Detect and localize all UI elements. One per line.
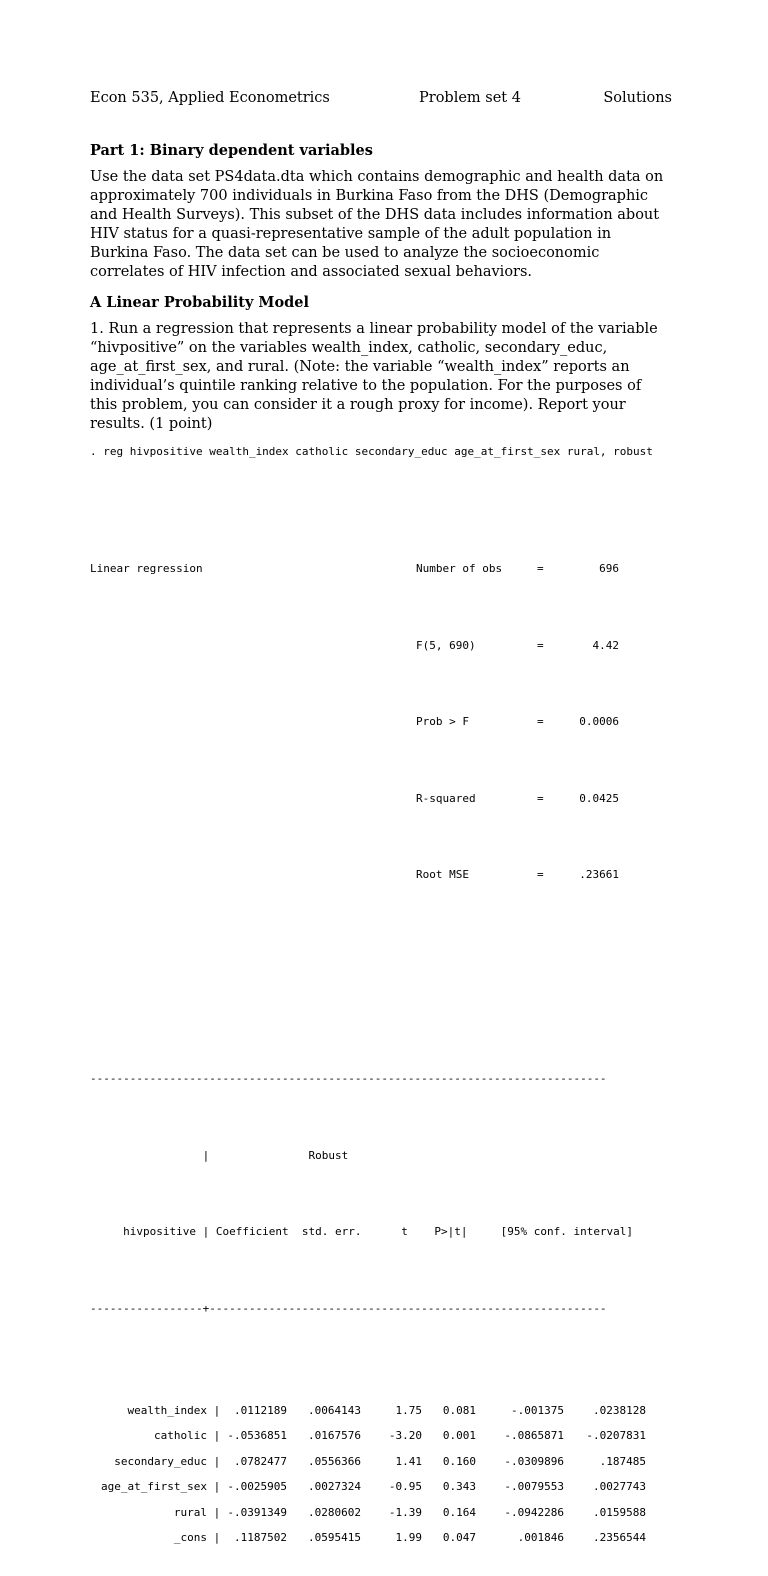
variable-name: age_at_first_sex <box>101 1480 207 1493</box>
coefficient: .0782477 <box>234 1454 287 1468</box>
variable-name: catholic <box>154 1429 207 1442</box>
column-separator: | <box>207 1505 221 1519</box>
table-row <box>90 1525 646 1551</box>
table-row <box>90 1423 646 1449</box>
column-separator: | <box>207 1403 221 1417</box>
stat-name: Number of obs <box>416 562 503 575</box>
t-stat: -0.95 <box>388 1480 422 1493</box>
table-row <box>90 1449 646 1475</box>
stat-name: R-squared <box>416 791 476 805</box>
header-line-1: | Robust <box>90 1148 349 1162</box>
variable-name: secondary_educ <box>114 1454 207 1468</box>
column-separator: | <box>207 1429 221 1442</box>
part1-intro: Use the data set PS4data.dta which contains demographic and health data on approximately 700 individuals in Burkina Faso from the DHS (Demographic and Health Surveys). This subset of the DHS data includes information about HIV status for a quasi-representative sample of the adult population in Burkina Faso. The data set can be used to analyze the socioeconomic correlates of HIV infection and associated sexual behaviors. <box>90 169 664 280</box>
stat-value: 696 <box>599 562 619 575</box>
lpm-heading: A Linear Probability Model <box>90 294 310 311</box>
ci-lower: -.0079553 <box>504 1480 564 1493</box>
rule-line: ------------------------------------------------------------------------------ <box>90 1072 607 1085</box>
ci-lower: -.0865871 <box>504 1429 564 1442</box>
stata-output <box>90 505 646 1576</box>
stat-eq: = <box>537 715 544 728</box>
std-error: .0280602 <box>308 1505 361 1519</box>
stat-value: 4.42 <box>592 638 619 652</box>
ci-upper: .0238128 <box>593 1403 646 1417</box>
table-rule-top <box>90 1066 607 1092</box>
p-value: 0.164 <box>442 1505 476 1519</box>
stat-name: Root MSE <box>416 868 469 881</box>
rule-line: -----------------+------------------------------------------------------------ <box>90 1301 607 1315</box>
ci-upper: -.0207831 <box>586 1429 646 1442</box>
ci-lower: .001846 <box>517 1531 564 1544</box>
regression-title: Linear regression <box>90 562 203 575</box>
stat-name: Prob > F <box>416 715 469 728</box>
stat-eq: = <box>537 868 544 881</box>
variable-name: _cons <box>173 1531 207 1544</box>
table-row <box>90 1500 646 1526</box>
stat-eq: = <box>537 638 544 652</box>
variable-name: rural <box>173 1505 207 1519</box>
stat-value: .23661 <box>579 868 619 881</box>
coefficient: -.0536851 <box>227 1429 287 1442</box>
solutions-label: Solutions <box>603 90 672 106</box>
ci-upper: .0027743 <box>593 1480 646 1493</box>
column-separator: | <box>207 1480 221 1493</box>
course-title: Econ 535, Applied Econometrics <box>90 90 330 106</box>
t-stat: 1.75 <box>395 1403 422 1417</box>
stat-row <box>90 633 619 659</box>
coefficient: .0112189 <box>234 1403 287 1417</box>
variable-name: wealth_index <box>127 1403 207 1417</box>
t-stat: 1.41 <box>395 1454 422 1468</box>
std-error: .0064143 <box>308 1403 361 1417</box>
p-value: 0.001 <box>442 1429 476 1442</box>
header-line-2: hivpositive | Coefficient std. err. t P>|t| [95% conf. interval] <box>90 1225 634 1238</box>
std-error: .0167576 <box>308 1429 361 1442</box>
page-header <box>90 90 680 110</box>
column-separator: | <box>207 1454 221 1468</box>
part1-heading: Part 1: Binary dependent variables <box>90 142 373 159</box>
t-stat: -3.20 <box>388 1429 422 1442</box>
stat-value: 0.0006 <box>579 715 619 728</box>
question-1: 1. Run a regression that represents a linear probability model of the variable “hivpositive” on the variables wealth_index, catholic, secondary_educ, age_at_first_sex, and rural. (Note: the variable “wealth_index” reports an individual’s quintile ranking relative to the population. For the purposes of this problem, you can consider it a rough proxy for income). Report your results. (1 point) <box>90 321 658 432</box>
p-value: 0.081 <box>442 1403 476 1417</box>
ci-upper: .187485 <box>599 1454 646 1468</box>
ci-upper: .2356544 <box>593 1531 646 1544</box>
std-error: .0027324 <box>308 1480 361 1493</box>
p-value: 0.160 <box>442 1454 476 1468</box>
document-page <box>90 90 680 458</box>
coefficient-rows <box>90 1398 646 1551</box>
ci-lower: -.0942286 <box>504 1505 564 1519</box>
stat-row <box>90 709 619 735</box>
stat-name: F(5, 690) <box>416 638 476 652</box>
stat-eq: = <box>537 791 544 805</box>
table-rule-mid <box>90 1296 607 1322</box>
table-header-1 <box>90 1143 349 1169</box>
coefficient: .1187502 <box>234 1531 287 1544</box>
p-value: 0.047 <box>442 1531 476 1544</box>
table-header-2 <box>90 1219 634 1245</box>
stat-eq: = <box>537 562 544 575</box>
coefficient: -.0025905 <box>227 1480 287 1493</box>
table-row <box>90 1474 646 1500</box>
problem-set-title: Problem set 4 <box>419 90 521 106</box>
std-error: .0595415 <box>308 1531 361 1544</box>
ci-lower: -.001375 <box>511 1403 564 1417</box>
std-error: .0556366 <box>308 1454 361 1468</box>
t-stat: -1.39 <box>388 1505 422 1519</box>
p-value: 0.343 <box>442 1480 476 1493</box>
stat-row <box>90 862 619 888</box>
stat-value: 0.0425 <box>579 791 619 805</box>
ci-lower: -.0309896 <box>504 1454 564 1468</box>
regression-title-row <box>90 556 619 582</box>
column-separator: | <box>207 1531 221 1544</box>
stata-command: . reg hivpositive wealth_index catholic secondary_educ age_at_first_sex rural, robust <box>90 445 653 458</box>
t-stat: 1.99 <box>395 1531 422 1544</box>
stat-row <box>90 786 619 812</box>
ci-upper: .0159588 <box>593 1505 646 1519</box>
coefficient: -.0391349 <box>227 1505 287 1519</box>
blank-row <box>90 964 117 990</box>
table-row <box>90 1398 646 1424</box>
